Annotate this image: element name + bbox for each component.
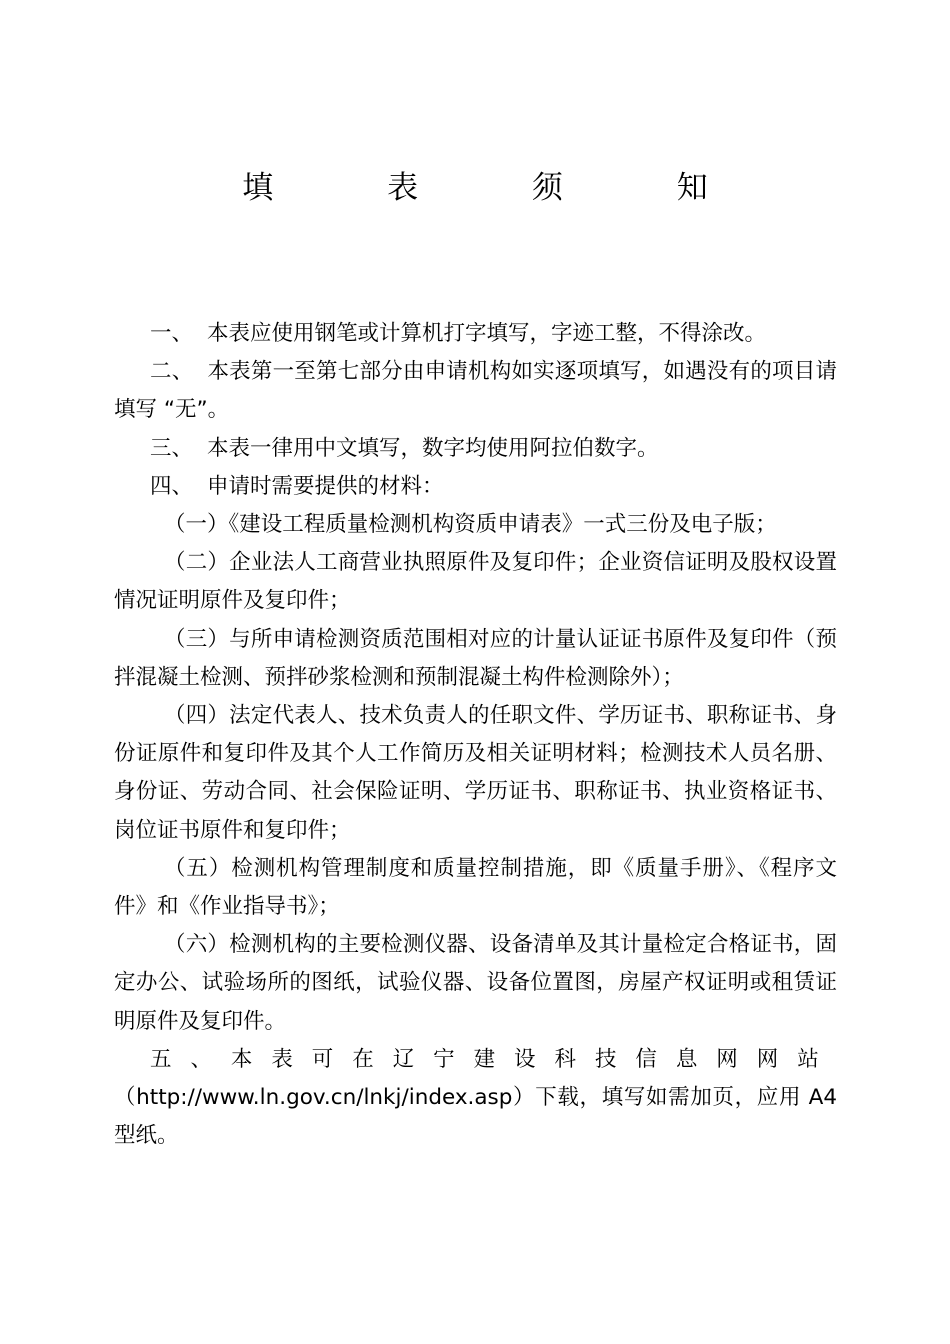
instruction-item-4	[114, 468, 837, 506]
page-title: 填 表 须 知	[242, 170, 760, 206]
item-text-part-1: 本表可在辽宁建设科技信息网网站	[230, 1046, 837, 1072]
item-text: 本表应使用钢笔或计算机打字填写，字迹工整，不得涂改。	[207, 321, 767, 346]
instruction-item-5	[114, 1041, 837, 1156]
instructions-body	[114, 315, 837, 1155]
item-number: 五、	[150, 1046, 231, 1072]
material-item-4: （四）法定代表人、技术负责人的任职文件、学历证书、职称证书、身份证原件和复印件及其个人工作简历及相关证明材料；检测技术人员名册、身份证、劳动合同、社会保险证明、学历证书、职称证书、执业资格证书、岗位证书原件和复印件；	[114, 703, 837, 843]
instruction-item-3	[114, 430, 837, 468]
material-item-5: （五）检测机构管理制度和质量控制措施，即《质量手册》、《程序文件》和《作业指导书》；	[114, 855, 837, 920]
item-text: 本表一律用中文填写，数字均使用阿拉伯数字。	[207, 435, 659, 461]
item-text-part-2: （http://www.ln.gov.cn/lnkj/index.asp）下载，填写如需加页，应用 A4 型纸。	[114, 1085, 837, 1149]
material-item-3: （三）与所申请检测资质范围相对应的计量认证证书原件及复印件（预拌混凝土检测、预拌砂浆检测和预制混凝土构件检测除外）；	[114, 626, 837, 690]
item-number: 一、	[150, 321, 194, 346]
item-text: 本表第一至第七部分由申请机构如实逐项填写，如遇没有的项目请填写 “无”。	[114, 359, 837, 423]
material-item-1: （一）《建设工程质量检测机构资质申请表》一式三份及电子版；	[164, 512, 777, 538]
item-number: 三、	[150, 435, 194, 461]
item-number: 四、	[150, 473, 194, 499]
item-number: 二、	[150, 359, 194, 385]
instruction-item-2	[114, 353, 837, 429]
material-item-2: （二）企业法人工商营业执照原件及复印件；企业资信证明及股权设置情况证明原件及复印件；	[114, 550, 837, 614]
item-text: 申请时需要提供的材料：	[207, 473, 444, 499]
material-item-6: （六）检测机构的主要检测仪器、设备清单及其计量检定合格证书，固定办公、试验场所的图纸，试验仪器、设备位置图，房屋产权证明或租赁证明原件及复印件。	[114, 932, 837, 1034]
instruction-item-1	[114, 315, 837, 353]
